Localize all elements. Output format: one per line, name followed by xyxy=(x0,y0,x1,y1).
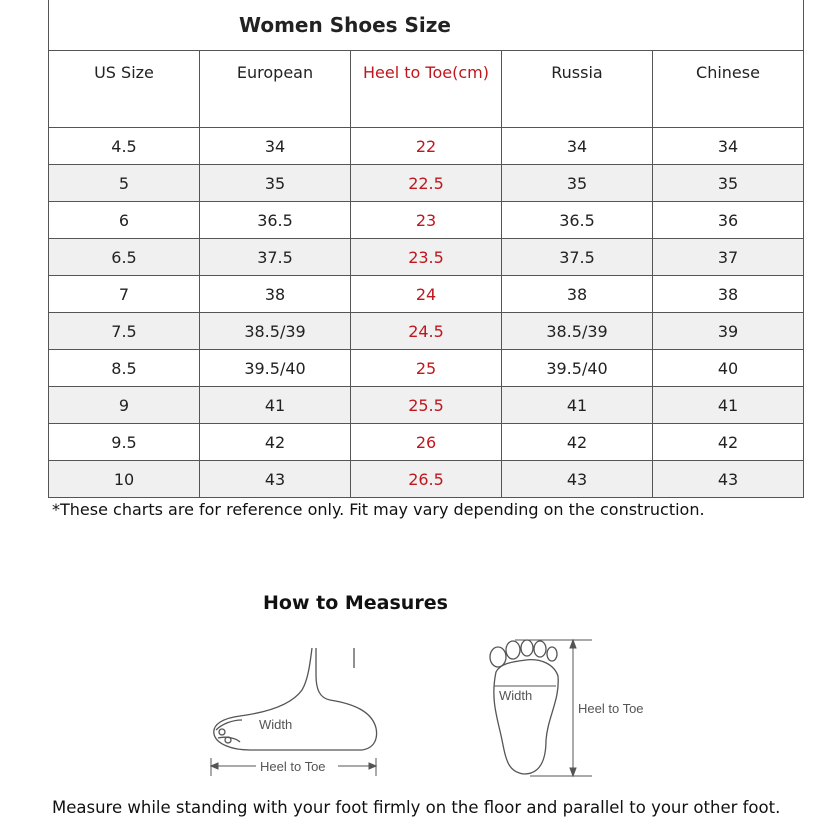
size-chart-table xyxy=(48,0,804,498)
table-cell: 37 xyxy=(653,239,804,276)
table-cell: 35 xyxy=(653,165,804,202)
table-cell: 34 xyxy=(502,128,653,165)
header-european: European xyxy=(200,51,351,128)
table-cell: 4.5 xyxy=(49,128,200,165)
side-foot-icon xyxy=(214,648,377,750)
table-cell: 39.5/40 xyxy=(502,350,653,387)
table-cell: 7.5 xyxy=(49,313,200,350)
table-cell: 24 xyxy=(351,276,502,313)
foot-measure-diagram xyxy=(0,620,833,790)
table-row xyxy=(49,202,804,239)
table-cell: 37.5 xyxy=(200,239,351,276)
table-cell: 8.5 xyxy=(49,350,200,387)
table-cell: 43 xyxy=(502,461,653,498)
table-cell: 22.5 xyxy=(351,165,502,202)
measure-instruction: Measure while standing with your foot firmly on the floor and parallel to your other foot. xyxy=(52,798,781,817)
table-cell: 42 xyxy=(200,424,351,461)
top-foot-icon xyxy=(490,640,558,774)
table-cell: 26.5 xyxy=(351,461,502,498)
table-row xyxy=(49,165,804,202)
table-row xyxy=(49,128,804,165)
table-cell: 10 xyxy=(49,461,200,498)
table-cell: 9 xyxy=(49,387,200,424)
table-cell: 9.5 xyxy=(49,424,200,461)
table-cell: 41 xyxy=(200,387,351,424)
side-length-label: Heel to Toe xyxy=(260,759,326,774)
table-cell: 5 xyxy=(49,165,200,202)
table-row xyxy=(49,424,804,461)
table-row xyxy=(49,350,804,387)
table-cell: 6.5 xyxy=(49,239,200,276)
how-to-measure-title: How to Measures xyxy=(263,592,448,614)
table-cell: 24.5 xyxy=(351,313,502,350)
table-cell: 25.5 xyxy=(351,387,502,424)
table-cell: 34 xyxy=(200,128,351,165)
header-heel-to-toe: Heel to Toe(cm) xyxy=(351,51,502,128)
table-header-row xyxy=(49,51,804,128)
table-cell: 23.5 xyxy=(351,239,502,276)
table-cell: 26 xyxy=(351,424,502,461)
table-cell: 38 xyxy=(653,276,804,313)
table-cell: 36.5 xyxy=(200,202,351,239)
header-chinese: Chinese xyxy=(653,51,804,128)
table-cell: 37.5 xyxy=(502,239,653,276)
table-title: Women Shoes Size xyxy=(49,0,804,51)
header-us-size: US Size xyxy=(49,51,200,128)
table-row xyxy=(49,239,804,276)
header-russia: Russia xyxy=(502,51,653,128)
table-cell: 40 xyxy=(653,350,804,387)
table-row xyxy=(49,387,804,424)
table-cell: 22 xyxy=(351,128,502,165)
table-cell: 43 xyxy=(653,461,804,498)
table-cell: 42 xyxy=(502,424,653,461)
table-cell: 25 xyxy=(351,350,502,387)
table-cell: 23 xyxy=(351,202,502,239)
table-cell: 35 xyxy=(200,165,351,202)
table-cell: 35 xyxy=(502,165,653,202)
table-cell: 36 xyxy=(653,202,804,239)
table-cell: 43 xyxy=(200,461,351,498)
table-cell: 38 xyxy=(502,276,653,313)
top-width-label: Width xyxy=(499,688,533,703)
table-cell: 36.5 xyxy=(502,202,653,239)
table-cell: 6 xyxy=(49,202,200,239)
table-row xyxy=(49,276,804,313)
table-title-row xyxy=(49,0,804,51)
table-cell: 41 xyxy=(502,387,653,424)
side-width-label: Width xyxy=(259,717,293,732)
table-cell: 39 xyxy=(653,313,804,350)
table-row xyxy=(49,313,804,350)
top-length-label: Heel to Toe xyxy=(578,701,644,716)
table-cell: 39.5/40 xyxy=(200,350,351,387)
table-cell: 41 xyxy=(653,387,804,424)
reference-note: *These charts are for reference only. Fit may vary depending on the construction. xyxy=(52,500,705,519)
table-cell: 42 xyxy=(653,424,804,461)
table-cell: 34 xyxy=(653,128,804,165)
table-cell: 38.5/39 xyxy=(502,313,653,350)
table-cell: 38 xyxy=(200,276,351,313)
table-cell: 7 xyxy=(49,276,200,313)
table-row xyxy=(49,461,804,498)
table-cell: 38.5/39 xyxy=(200,313,351,350)
